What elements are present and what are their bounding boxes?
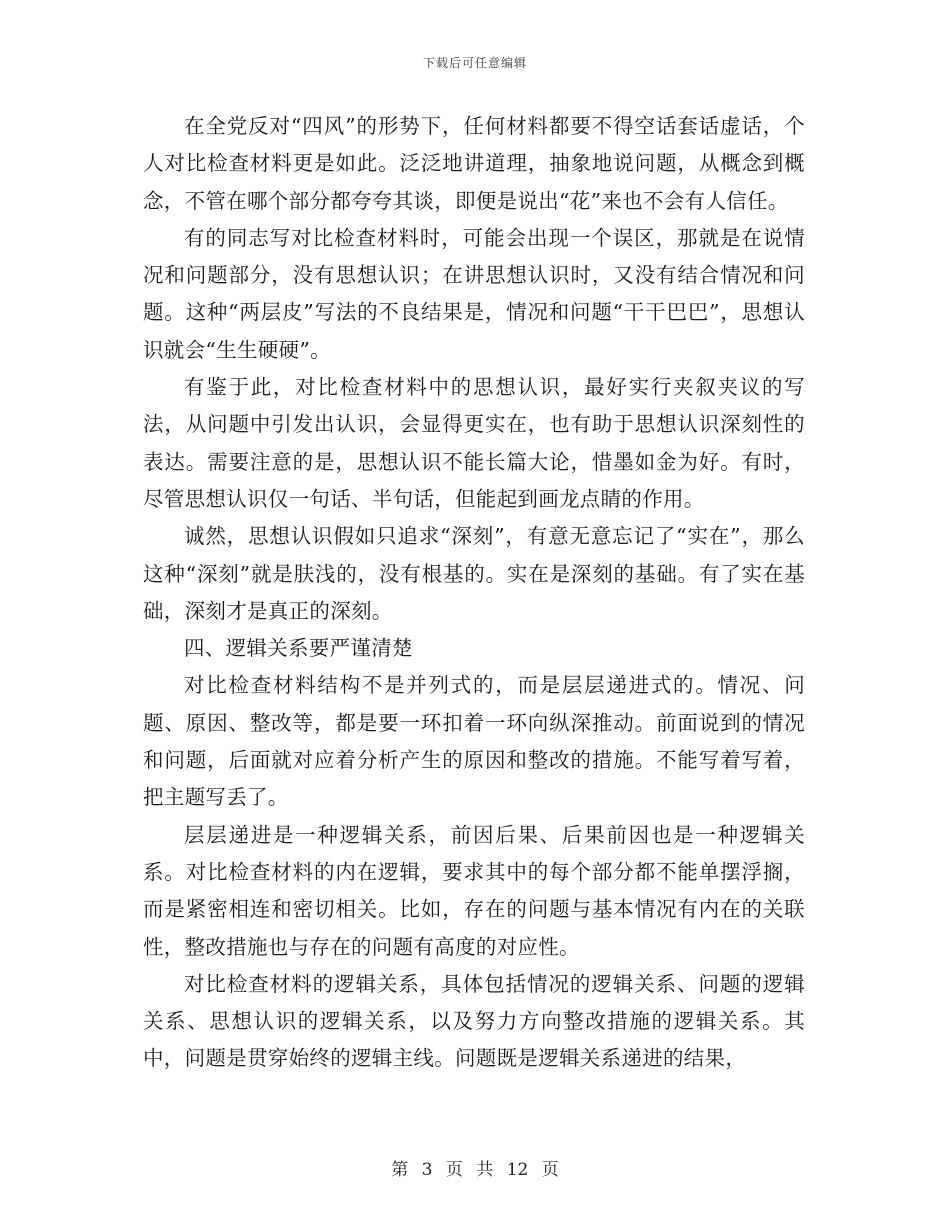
paragraph-1: 在全党反对“四风”的形势下，任何材料都要不得空话套话虚话，个人对比检查材料更是如此。泛泛地讲道理，抽象地说问题，从概念到概念，不管在哪个部分都夸夸其谈，即便是说出“花”来也不会有人信任。 [143, 114, 805, 213]
paragraph-2: 有的同志写对比检查材料时，可能会出现一个误区，那就是在说情况和问题部分，没有思想认识；在讲思想认识时，又没有结合情况和问题。这种“两层皮”写法的不良结果是，情况和问题“干干巴巴”，思想认识就会“生生硬硬”。 [143, 225, 805, 362]
section-heading: 四、逻辑关系要严谨清楚 [184, 636, 413, 661]
document-body [143, 108, 805, 1078]
paragraph-3: 有鉴于此，对比检查材料中的思想认识，最好实行夹叙夹议的写法，从问题中引发出认识，会显得更实在，也有助于思想认识深刻性的表达。需要注意的是，思想认识不能长篇大论，惜墨如金为好。有时，尽管思想认识仅一句话、半句话，但能起到画龙点睛的作用。 [143, 375, 805, 511]
paragraph-4: 诚然，思想认识假如只追求“深刻”，有意无意忘记了“实在”，那么这种“深刻”就是肤浅的，没有根基的。实在是深刻的基础。有了实在基础，深刻才是真正的深刻。 [143, 524, 805, 623]
page-number-footer: 第 3 页 共 12 页 [391, 1160, 559, 1180]
paragraph-5: 对比检查材料结构不是并列式的，而是层层递进式的。情况、问题、原因、整改等，都是要一环扣着一环向纵深推动。前面说到的情况和问题，后面就对应着分析产生的原因和整改的措施。不能写着写着，把主题写丢了。 [143, 673, 805, 810]
page-header: 下载后可任意编辑 [422, 56, 527, 70]
paragraph-7: 对比检查材料的逻辑关系，具体包括情况的逻辑关系、问题的逻辑关系、思想认识的逻辑关系，以及努力方向整改措施的逻辑关系。其中，问题是贯穿始终的逻辑主线。问题既是逻辑关系递进的结果， [143, 971, 805, 1071]
paragraph-6: 层层递进是一种逻辑关系，前因后果、后果前因也是一种逻辑关系。对比检查材料的内在逻辑，要求其中的每个部分都不能单摆浮搁，而是紧密相连和密切相关。比如，存在的问题与基本情况有内在的关联性，整改措施也与存在的问题有高度的对应性。 [143, 822, 805, 959]
